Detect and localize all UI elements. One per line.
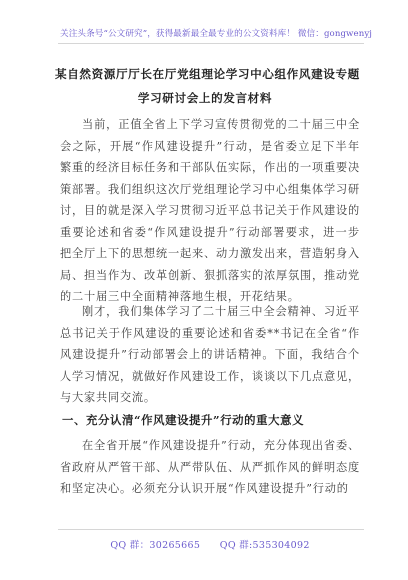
document-title-line-1: 某自然资源厅厅长在厅党组理论学习中心组作风建设专题 [55,67,360,81]
header-promo-text: 关注头条号“公文研究”，获得最新最全最专业的公文资料库！ 微信：gongwenyj [60,29,373,39]
section-paragraph-1: 在全省开展“作风建设提升”行动，充分体现出省委、省政府从严管干部、从严带队伍、从严抓作风的鲜明态度和坚定决心。必须充分认识开展“作风建设提升”行动的 [60,439,360,495]
document-title-line-2: 学习研讨会上的发言材料 [137,91,273,105]
footer-contact-text: QQ 群：30265665 QQ 群:535304092 [110,540,310,551]
header-divider [58,43,364,44]
body-paragraph-1: 当前，正值全省上下学习宣传贯彻党的二十届三中全会之际，开展“作风建设提升”行动，是省委立足下半年繁重的经济目标任务和干部队伍实际，作出的一项重要决策部署。我们组织这次厅党组理论学习中心组集体学习研讨，目的就是深入学习贯彻习近平总书记关于作风建设的重要论述和省委“作风建设提升”行动部署要求，进一步把全厅上下的思想统一起来、动力激发出来，营造躬身入局、担当作为、改革创新、狠抓落实的浓厚氛围，推动党的二十届三中全面精神落地生根，开花结果。 [60,118,360,303]
footer-divider [58,529,364,530]
body-paragraph-2: 刚才，我们集体学习了二十届三中全会精神、习近平总书记关于作风建设的重要论述和省委**书记在全省“作风建设提升”行动部署会上的讲话精神。下面，我结合个人学习情况，就做好作风建设工作，谈谈以下几点意见，与大家共同交流。 [60,305,360,404]
section-heading-1: 一、充分认清“作风建设提升”行动的重大意义 [62,413,305,427]
